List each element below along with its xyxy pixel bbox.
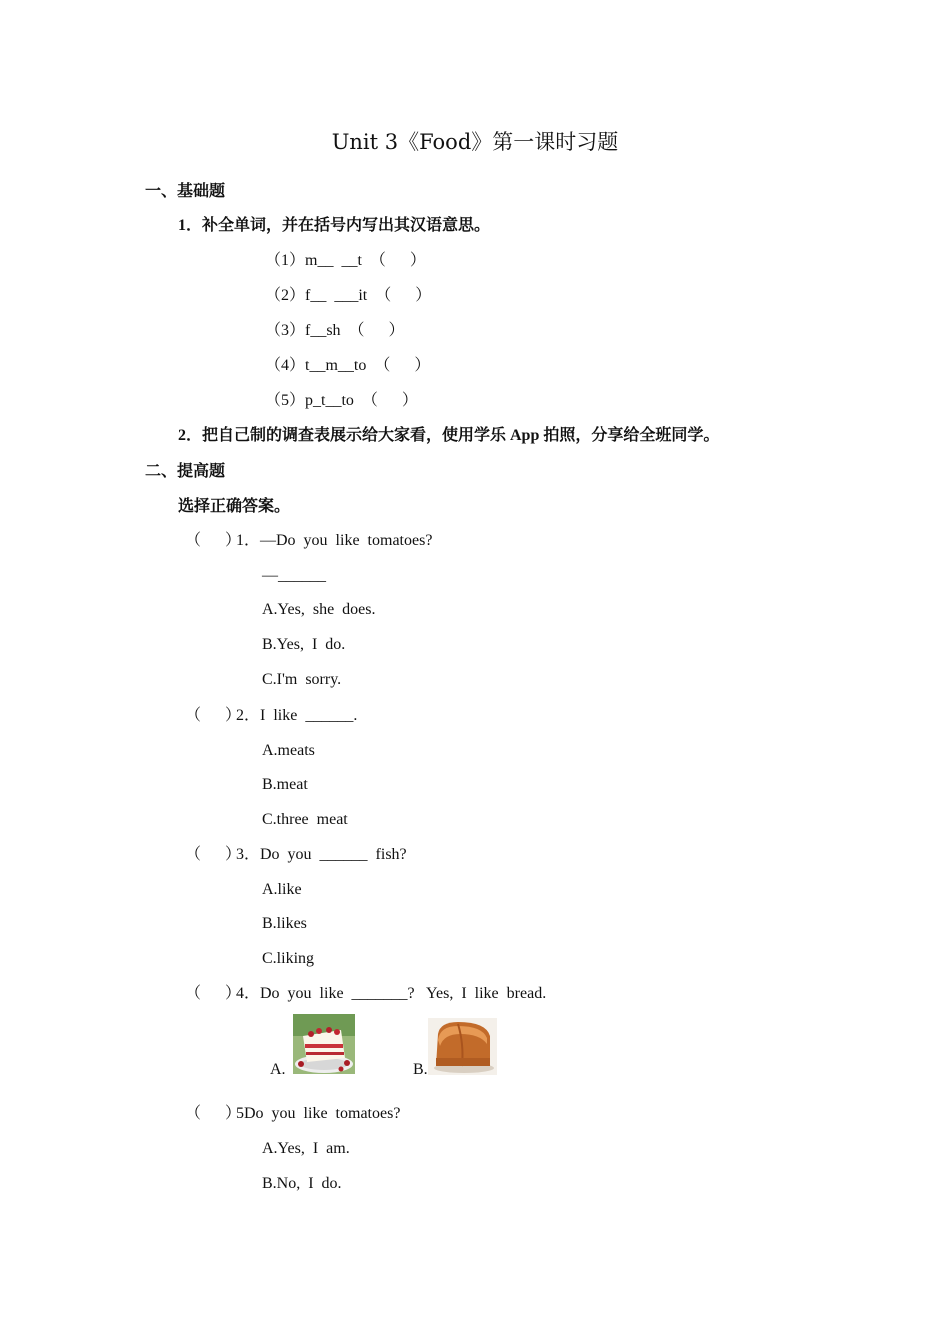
q2-option-c: C.three meat	[262, 811, 348, 828]
q3-option-a: A.like	[262, 881, 302, 898]
cake-image	[293, 1014, 355, 1074]
fill-item-1: （1）m__ __t （ ）	[265, 252, 426, 269]
q3-option-b: B.likes	[262, 915, 307, 932]
page-title: Unit 3《Food》第一课时习题	[331, 130, 619, 154]
fill-item-5: （5）p_t__to （ ）	[265, 392, 418, 409]
q3-option-c: C.liking	[262, 950, 315, 967]
q5-option-a: A.Yes, I am.	[262, 1140, 350, 1157]
bread-image	[428, 1018, 497, 1075]
q4-option-b-label: B.	[413, 1061, 428, 1078]
answer-paren-4: （ ）	[185, 985, 242, 1002]
question-2-text: 2．把自己制的调查表展示给大家看，使用学乐 App 拍照，分享给全班同学。	[178, 427, 720, 444]
question-1-text: 1．补全单词，并在括号内写出其汉语意思。	[178, 217, 491, 234]
mc-question-1-response: —______	[262, 567, 326, 584]
q1-option-a: A.Yes, she does.	[262, 601, 376, 618]
mc-question-2-stem: 2．I like ______.	[236, 707, 358, 724]
instruction-text: 选择正确答案。	[178, 498, 291, 515]
q1-option-b: B.Yes, I do.	[262, 636, 346, 653]
mc-question-1-stem: 1．—Do you like tomatoes?	[236, 532, 433, 549]
answer-paren-1: （ ）	[185, 532, 242, 549]
q2-option-a: A.meats	[262, 742, 315, 759]
answer-paren-3: （ ）	[185, 846, 242, 863]
section-1-heading: 一、基础题	[145, 183, 226, 200]
fill-item-3: （3）f__sh （ ）	[265, 322, 405, 339]
answer-paren-5: （ ）	[185, 1105, 242, 1122]
q4-option-a-label: A.	[270, 1061, 286, 1078]
q5-option-b: B.No, I do.	[262, 1175, 342, 1192]
mc-question-4-stem: 4．Do you like _______? Yes, I like bread.	[236, 985, 547, 1002]
section-2-heading: 二、提高题	[145, 463, 226, 480]
fill-item-2: （2）f__ ___it （ ）	[265, 287, 432, 304]
q1-option-c: C.I'm sorry.	[262, 671, 342, 688]
mc-question-3-stem: 3．Do you ______ fish?	[236, 846, 407, 863]
q2-option-b: B.meat	[262, 776, 308, 793]
answer-paren-2: （ ）	[185, 707, 242, 724]
fill-item-4: （4）t__m__to （ ）	[265, 357, 431, 374]
mc-question-5-stem: 5Do you like tomatoes?	[236, 1105, 401, 1122]
